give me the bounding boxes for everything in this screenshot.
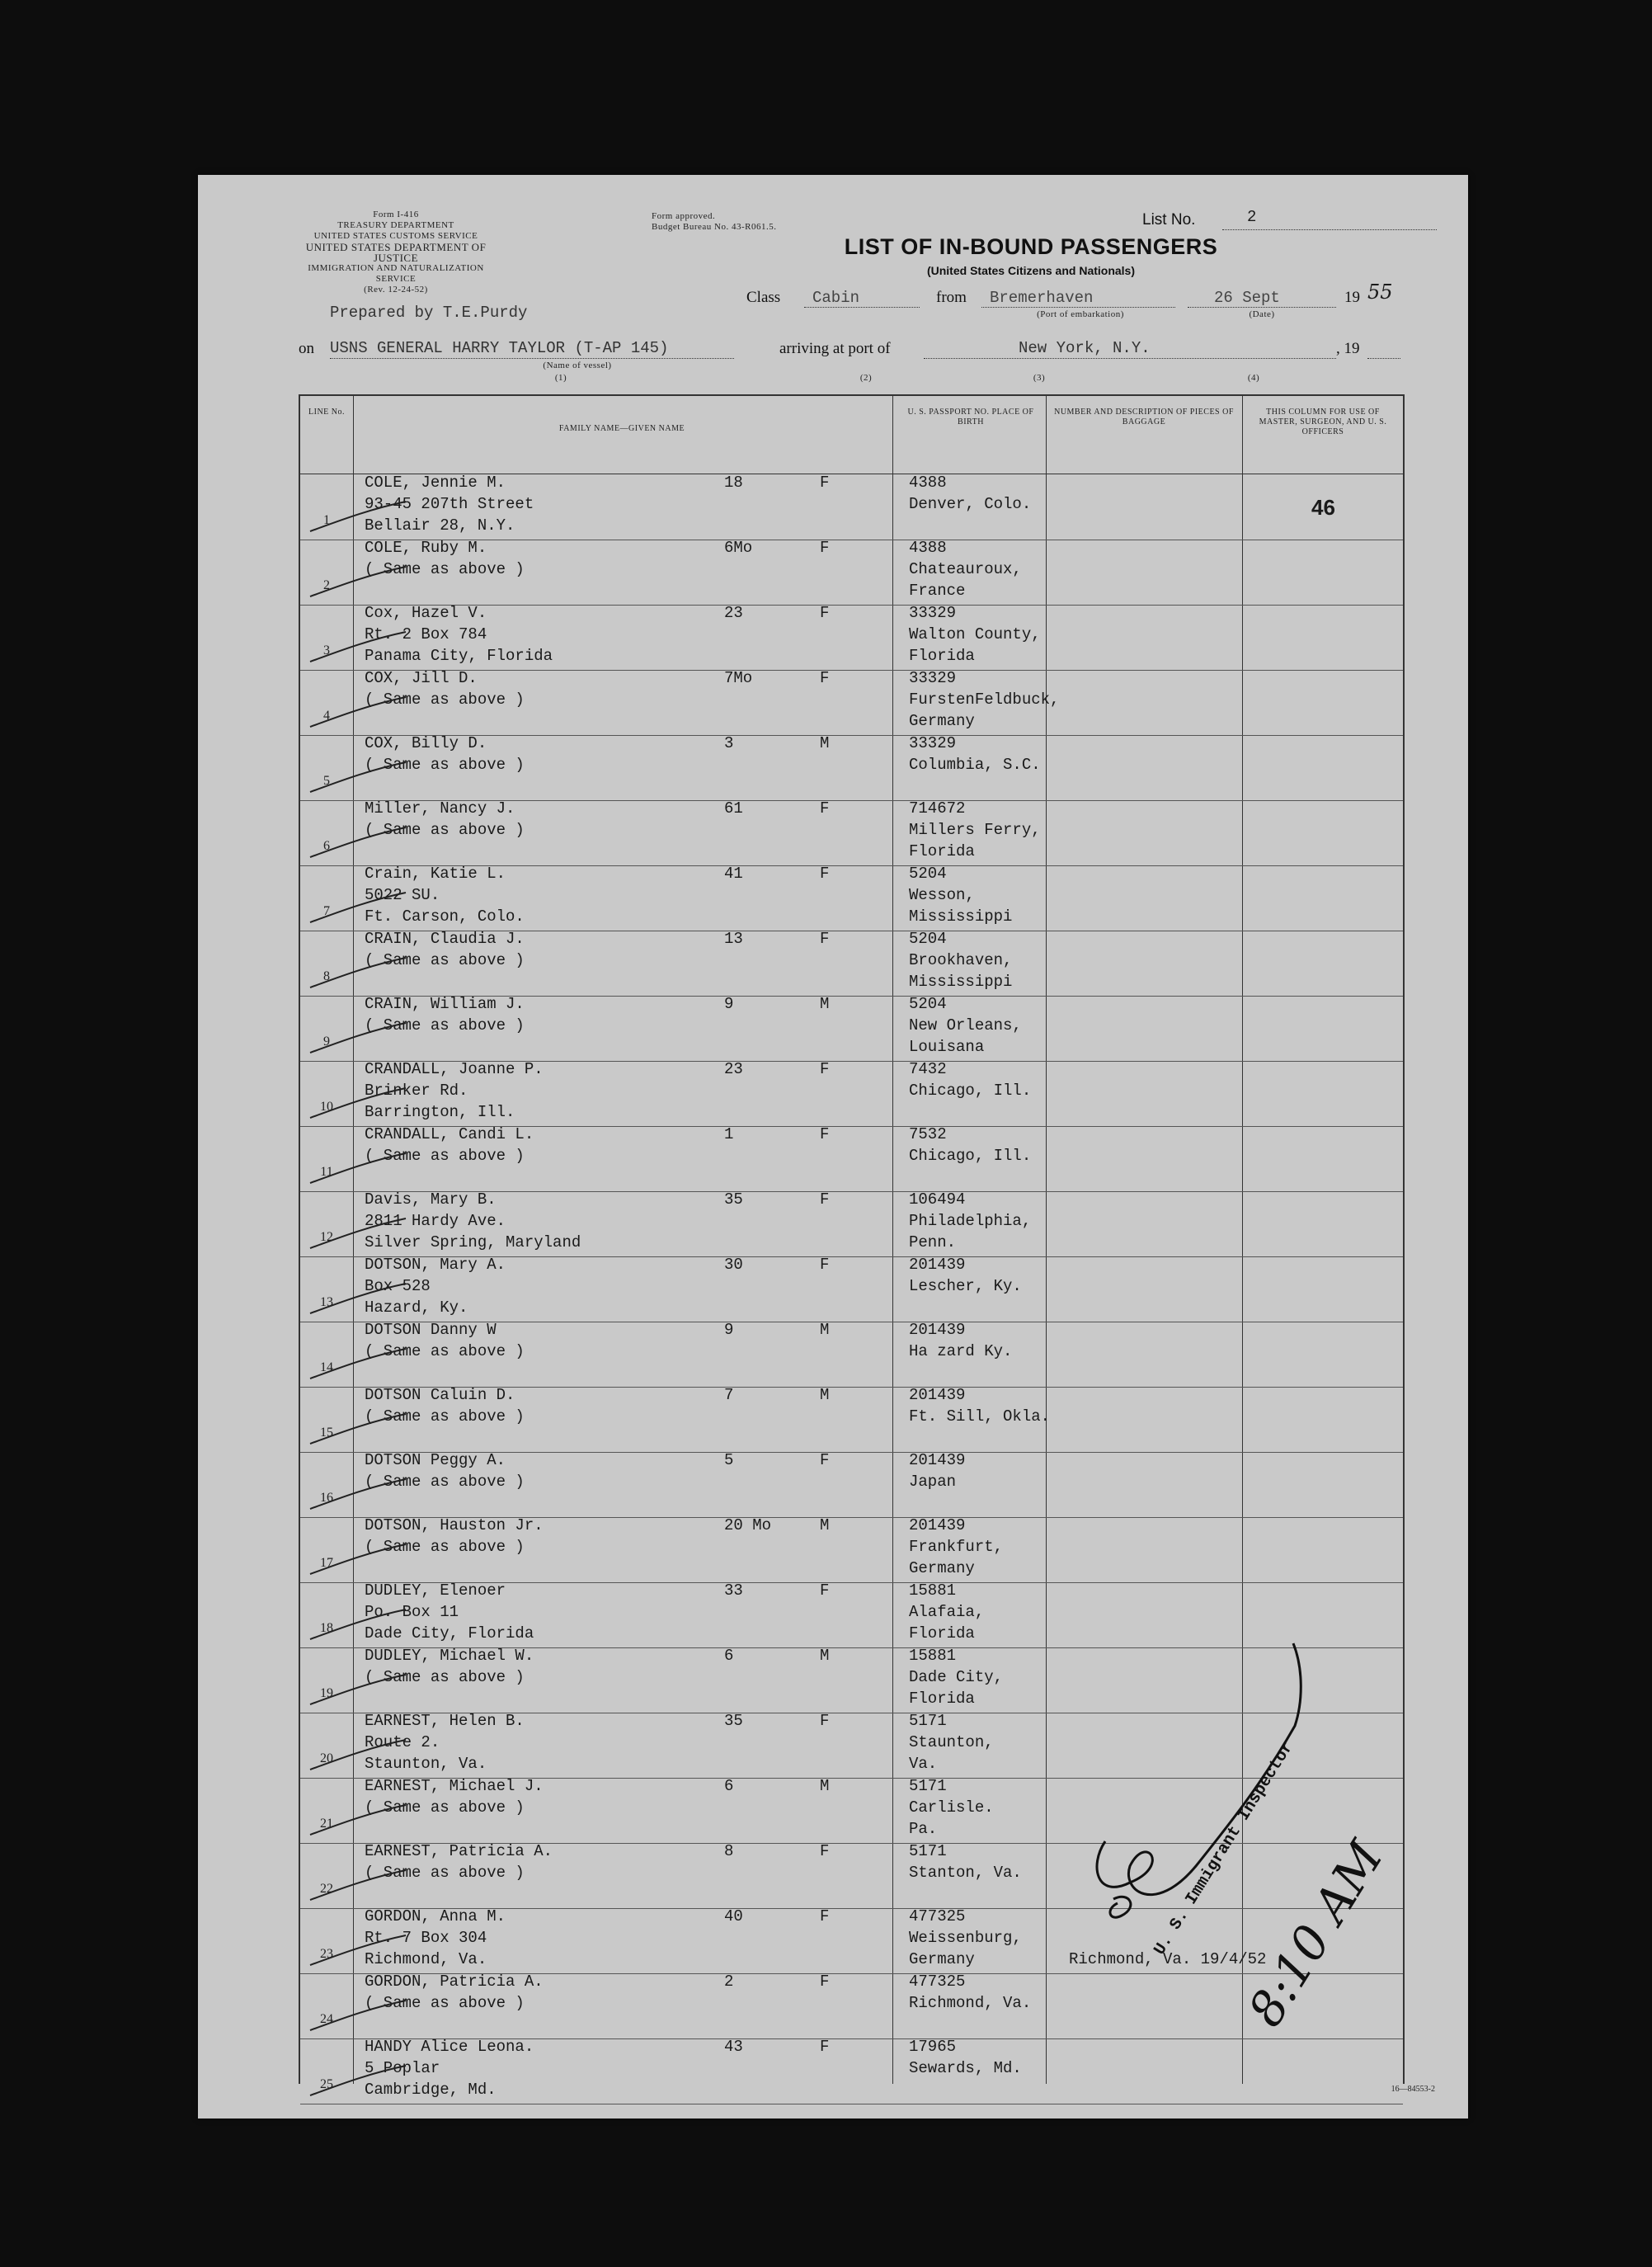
line-number: 12 (320, 1230, 333, 1244)
passenger-age: 1 (724, 1125, 734, 1143)
passport-number: 7432 (909, 1060, 947, 1078)
passenger-age: 7Mo (724, 669, 753, 687)
passenger-age: 3 (724, 734, 734, 752)
treasury-department: TREASURY DEPARTMENT (337, 220, 454, 230)
manifest-page (198, 175, 1468, 2119)
line-number: 21 (320, 1817, 333, 1831)
passenger-name: GORDON, Anna M. (365, 1907, 506, 1925)
place-of-birth: Alafaia, (909, 1603, 985, 1621)
budget-bureau-no: Budget Bureau No. 43-R061.5. (652, 222, 777, 232)
check-mark (308, 956, 407, 989)
passport-number: 5171 (909, 1777, 947, 1795)
check-mark (308, 1934, 407, 1967)
passenger-address: ( Same as above ) (365, 821, 525, 839)
passenger-sex: F (820, 539, 830, 557)
check-mark (308, 500, 407, 533)
passenger-address: ( Same as above ) (365, 1473, 525, 1491)
arriving-label: arriving at port of (779, 340, 891, 357)
table-row (300, 931, 1403, 997)
passenger-age: 13 (724, 930, 743, 948)
footer-code: 16—84553-2 (1391, 2085, 1435, 2094)
passenger-sex: M (820, 734, 830, 752)
passenger-address: Route 2. (365, 1733, 440, 1751)
place-of-birth: FurstenFeldbuck, (909, 690, 1060, 709)
place-of-birth: Staunton, (909, 1733, 994, 1751)
place-of-birth: Mississippi (909, 907, 1013, 926)
on-label: on (299, 340, 314, 357)
passenger-age: 8 (724, 1842, 734, 1860)
passenger-age: 33 (724, 1581, 743, 1600)
place-of-birth: Chateauroux, (909, 560, 1022, 578)
check-mark (308, 1803, 407, 1836)
line-number: 17 (320, 1556, 333, 1570)
passenger-address: Po. Box 11 (365, 1603, 459, 1621)
passenger-age: 20 Mo (724, 1516, 772, 1534)
passenger-address: ( Same as above ) (365, 1864, 525, 1882)
col-number-4: (4) (1247, 373, 1260, 383)
check-mark (308, 630, 407, 663)
line-number: 4 (323, 709, 330, 723)
passenger-sex: F (820, 1060, 830, 1078)
passenger-sex: M (820, 1516, 830, 1534)
year-value: 55 (1367, 280, 1393, 304)
form-department-block (305, 210, 487, 295)
passport-number: 17965 (909, 2038, 957, 2056)
place-of-birth: Chicago, Ill. (909, 1147, 1032, 1165)
passenger-name: CRANDALL, Candi L. (365, 1125, 534, 1143)
passenger-name: COLE, Jennie M. (365, 474, 506, 492)
page-subtitle: (United States Citizens and Nationals) (926, 264, 1136, 277)
line-number: 8 (323, 969, 330, 983)
place-of-birth: Walton County, (909, 625, 1041, 643)
place-of-birth: Florida (909, 842, 975, 860)
passenger-name: DOTSON Danny W (365, 1321, 497, 1339)
line-number: 5 (323, 774, 330, 788)
class-value: Cabin (812, 289, 860, 307)
passenger-sex: F (820, 1712, 830, 1730)
check-mark (308, 1217, 407, 1250)
check-mark (308, 826, 407, 859)
approval-block (652, 211, 817, 233)
passenger-name: EARNEST, Michael J. (365, 1777, 544, 1795)
check-mark (308, 1347, 407, 1380)
place-of-birth: Sewards, Md. (909, 2059, 1022, 2077)
passenger-name: HANDY Alice Leona. (365, 2038, 534, 2056)
passenger-name: Davis, Mary B. (365, 1190, 497, 1209)
place-of-birth: Chicago, Ill. (909, 1082, 1032, 1100)
check-mark (308, 695, 407, 728)
passenger-name: EARNEST, Helen B. (365, 1712, 525, 1730)
col-passport: U. S. PASSPORT NO. PLACE OF BIRTH (907, 408, 1034, 427)
place-of-birth: France (909, 582, 966, 600)
table-row (300, 606, 1403, 671)
place-of-birth: Richmond, Va. (909, 1994, 1032, 2012)
passenger-sex: F (820, 669, 830, 687)
passenger-sex: F (820, 865, 830, 883)
place-of-birth: Millers Ferry, (909, 821, 1041, 839)
vessel-name: USNS GENERAL HARRY TAYLOR (T-AP 145) (330, 339, 669, 357)
passenger-address: Bellair 28, N.Y. (365, 516, 515, 535)
year-prefix: 19 (1344, 289, 1360, 306)
passport-number: 4388 (909, 539, 947, 557)
passenger-age: 40 (724, 1907, 743, 1925)
passenger-sex: M (820, 1386, 830, 1404)
line-number: 6 (323, 839, 330, 853)
row-note: Richmond, Va. 19/4/52 (1069, 1950, 1267, 1968)
passenger-name: COX, Jill D. (365, 669, 478, 687)
line-number: 15 (320, 1426, 333, 1440)
table-row (300, 866, 1403, 931)
passport-number: 5171 (909, 1842, 947, 1860)
check-mark (308, 1999, 407, 2032)
passenger-age: 30 (724, 1256, 743, 1274)
line-number: 14 (320, 1360, 333, 1374)
passenger-sex: F (820, 604, 830, 622)
place-of-birth: Pa. (909, 1820, 938, 1838)
passenger-name: Miller, Nancy J. (365, 799, 515, 818)
passenger-address: Rt. 2 Box 784 (365, 625, 487, 643)
table-row (300, 1322, 1403, 1388)
check-mark (308, 891, 407, 924)
check-mark (308, 1086, 407, 1119)
passenger-address: Staunton, Va. (365, 1755, 487, 1773)
passenger-sex: F (820, 474, 830, 492)
check-mark (308, 1021, 407, 1054)
line-number: 11 (320, 1165, 333, 1179)
passport-number: 4388 (909, 474, 947, 492)
place-of-birth: Ft. Sill, Okla. (909, 1407, 1051, 1426)
passenger-name: COLE, Ruby M. (365, 539, 487, 557)
place-of-birth: Louisana (909, 1038, 985, 1056)
line-number: 13 (320, 1295, 333, 1309)
passenger-sex: F (820, 1907, 830, 1925)
passenger-sex: M (820, 1647, 830, 1665)
passenger-name: CRAIN, William J. (365, 995, 525, 1013)
passenger-name: DOTSON Caluin D. (365, 1386, 515, 1404)
passport-number: 477325 (909, 1972, 966, 1991)
place-of-birth: Mississippi (909, 973, 1013, 991)
passport-number: 477325 (909, 1907, 966, 1925)
handwritten-time: 8:10 AM (1237, 1831, 1395, 2037)
place-of-birth: Florida (909, 1624, 975, 1643)
passenger-name: EARNEST, Patricia A. (365, 1842, 553, 1860)
passenger-address: 5022 SU. (365, 886, 440, 904)
customs-service: UNITED STATES CUSTOMS SERVICE (313, 231, 478, 241)
passenger-sex: F (820, 1972, 830, 1991)
prepared-by: Prepared by T.E.Purdy (330, 304, 528, 322)
passenger-name: DOTSON Peggy A. (365, 1451, 506, 1469)
passenger-age: 18 (724, 474, 743, 492)
passenger-address: Hazard, Ky. (365, 1298, 468, 1317)
place-of-birth: Florida (909, 647, 975, 665)
passenger-name: DOTSON, Mary A. (365, 1256, 506, 1274)
passenger-sex: M (820, 1321, 830, 1339)
passenger-name: CRAIN, Claudia J. (365, 930, 525, 948)
passenger-name: DUDLEY, Michael W. (365, 1647, 534, 1665)
passport-number: 106494 (909, 1190, 966, 1209)
passenger-name: Crain, Katie L. (365, 865, 506, 883)
line-number: 2 (323, 578, 330, 592)
passenger-age: 35 (724, 1190, 743, 1209)
dept-of-justice: UNITED STATES DEPARTMENT OF JUSTICE (305, 241, 487, 264)
passenger-age: 43 (724, 2038, 743, 2056)
table-row (300, 1062, 1403, 1127)
passenger-address: ( Same as above ) (365, 1798, 525, 1817)
line-number: 16 (320, 1491, 333, 1505)
passport-number: 5204 (909, 930, 947, 948)
list-number-label: List No. (1142, 211, 1196, 229)
passenger-sex: F (820, 1125, 830, 1143)
place-of-birth: Penn. (909, 1233, 957, 1251)
from-label: from (936, 289, 967, 306)
table-row (300, 1192, 1403, 1257)
place-of-birth: Germany (909, 1950, 975, 1968)
passenger-address: Dade City, Florida (365, 1624, 534, 1643)
passenger-age: 7 (724, 1386, 734, 1404)
table-row (300, 540, 1403, 606)
place-of-birth: Brookhaven, (909, 951, 1013, 969)
passport-number: 7532 (909, 1125, 947, 1143)
place-of-birth: New Orleans, (909, 1016, 1022, 1035)
place-of-birth: Ha zard Ky. (909, 1342, 1013, 1360)
line-number: 19 (320, 1686, 333, 1700)
line-number: 22 (320, 1882, 333, 1896)
passport-number: 201439 (909, 1516, 966, 1534)
place-of-birth: Japan (909, 1473, 957, 1491)
list-number-value: 2 (1247, 208, 1257, 226)
table-row (300, 1518, 1403, 1583)
line-number: 3 (323, 643, 330, 657)
passenger-sex: F (820, 1581, 830, 1600)
passenger-sex: F (820, 1256, 830, 1274)
place-of-birth: Va. (909, 1755, 938, 1773)
line-number: 9 (323, 1035, 330, 1049)
passenger-address: ( Same as above ) (365, 1994, 525, 2012)
passenger-address: Silver Spring, Maryland (365, 1233, 581, 1251)
port-caption: (Port of embarkation) (1037, 309, 1124, 319)
passenger-address: Box 528 (365, 1277, 431, 1295)
passenger-sex: F (820, 799, 830, 818)
passenger-sex: F (820, 930, 830, 948)
place-of-birth: Columbia, S.C. (909, 756, 1041, 774)
table-row (300, 1257, 1403, 1322)
passenger-sex: F (820, 1842, 830, 1860)
passenger-address: Rt. 7 Box 304 (365, 1929, 487, 1947)
line-number: 18 (320, 1621, 333, 1635)
place-of-birth: Germany (909, 1559, 975, 1577)
passenger-age: 35 (724, 1712, 743, 1730)
line-number: 23 (320, 1947, 333, 1961)
place-of-birth: Carlisle. (909, 1798, 994, 1817)
line-number: 7 (323, 904, 330, 918)
passenger-age: 61 (724, 799, 743, 818)
table-row (300, 1453, 1403, 1518)
passenger-sex: M (820, 1777, 830, 1795)
passenger-address: Ft. Carson, Colo. (365, 907, 525, 926)
passenger-name: Cox, Hazel V. (365, 604, 487, 622)
passenger-name: GORDON, Patricia A. (365, 1972, 544, 1991)
check-mark (308, 1152, 407, 1185)
passenger-name: DUDLEY, Elenoer (365, 1581, 506, 1600)
passenger-age: 9 (724, 995, 734, 1013)
col-number-1: (1) (554, 373, 567, 383)
revision-date: (Rev. 12-24-52) (364, 285, 428, 295)
passport-number: 201439 (909, 1451, 966, 1469)
col-name: FAMILY NAME—GIVEN NAME (558, 424, 685, 433)
check-mark (308, 1282, 407, 1315)
inspector-stamp: U. S. Immigrant Inspector (1151, 1738, 1298, 1959)
passenger-address: 5 Poplar (365, 2059, 440, 2077)
arrival-date: 26 Sept (1214, 289, 1280, 307)
passport-number: 33329 (909, 669, 957, 687)
passenger-address: 2811 Hardy Ave. (365, 1212, 506, 1230)
passenger-address: Richmond, Va. (365, 1950, 487, 1968)
passport-number: 5171 (909, 1712, 947, 1730)
check-mark (308, 1478, 407, 1511)
place-of-birth: Stanton, Va. (909, 1864, 1022, 1882)
passenger-address: ( Same as above ) (365, 1668, 525, 1686)
passport-number: 5204 (909, 865, 947, 883)
passenger-address: Cambridge, Md. (365, 2081, 497, 2099)
passenger-sex: F (820, 2038, 830, 2056)
table-row (300, 1388, 1403, 1453)
year2-prefix: , 19 (1336, 340, 1360, 357)
passport-number: 33329 (909, 604, 957, 622)
passport-number: 5204 (909, 995, 947, 1013)
passenger-sex: M (820, 995, 830, 1013)
place-of-birth: Lescher, Ky. (909, 1277, 1022, 1295)
table-row (300, 475, 1403, 540)
check-mark (308, 1608, 407, 1641)
table-row (300, 997, 1403, 1062)
passenger-name: COX, Billy D. (365, 734, 487, 752)
passenger-address: ( Same as above ) (365, 951, 525, 969)
passenger-age: 6 (724, 1647, 734, 1665)
passenger-age: 23 (724, 1060, 743, 1078)
page-title: LIST OF IN-BOUND PASSENGERS (844, 234, 1218, 259)
passenger-address: Brinker Rd. (365, 1082, 468, 1100)
passport-number: 15881 (909, 1647, 957, 1665)
passenger-address: ( Same as above ) (365, 756, 525, 774)
passenger-age: 5 (724, 1451, 734, 1469)
check-mark (308, 1673, 407, 1706)
table-row (300, 736, 1403, 801)
table-row (300, 671, 1403, 736)
check-mark (308, 761, 407, 794)
passenger-address: Barrington, Ill. (365, 1103, 515, 1121)
passport-number: 15881 (909, 1581, 957, 1600)
col-officers: THIS COLUMN FOR USE OF MASTER, SURGEON, AND U. S. OFFICERS (1259, 408, 1387, 436)
passenger-address: ( Same as above ) (365, 560, 525, 578)
place-of-birth: Germany (909, 712, 975, 730)
place-of-birth: Weissenburg, (909, 1929, 1022, 1947)
passenger-age: 9 (724, 1321, 734, 1339)
passport-number: 33329 (909, 734, 957, 752)
passport-number: 201439 (909, 1386, 966, 1404)
passenger-address: ( Same as above ) (365, 1016, 525, 1035)
col-baggage: NUMBER AND DESCRIPTION OF PIECES OF BAGGAGE (1054, 408, 1234, 427)
place-of-birth: Denver, Colo. (909, 495, 1032, 513)
passenger-age: 41 (724, 865, 743, 883)
table-row (300, 2039, 1403, 2104)
form-approved: Form approved. (652, 211, 716, 221)
passenger-age: 6 (724, 1777, 734, 1795)
passenger-address: ( Same as above ) (365, 1147, 525, 1165)
place-of-birth: Wesson, (909, 886, 975, 904)
line-number: 24 (320, 2012, 333, 2026)
check-mark (308, 565, 407, 598)
line-number: 25 (320, 2077, 333, 2091)
check-mark (308, 2064, 407, 2097)
passenger-name: CRANDALL, Joanne P. (365, 1060, 544, 1078)
date-caption: (Date) (1249, 309, 1275, 319)
passenger-age: 23 (724, 604, 743, 622)
place-of-birth: Frankfurt, (909, 1538, 1004, 1556)
class-label: Class (746, 289, 781, 306)
line-number: 10 (320, 1100, 333, 1114)
ins-service: IMMIGRATION AND NATURALIZATION SERVICE (308, 263, 484, 284)
place-of-birth: Florida (909, 1690, 975, 1708)
check-mark (308, 1738, 407, 1771)
line-number: 20 (320, 1751, 333, 1765)
passport-number: 201439 (909, 1256, 966, 1274)
passenger-address: ( Same as above ) (365, 1407, 525, 1426)
passenger-address: ( Same as above ) (365, 1342, 525, 1360)
col-line-no: LINE No. (308, 408, 345, 417)
line-number: 1 (323, 513, 330, 527)
from-value: Bremerhaven (990, 289, 1094, 307)
check-mark (308, 1412, 407, 1445)
place-of-birth: Philadelphia, (909, 1212, 1032, 1230)
check-mark (308, 1543, 407, 1576)
form-number: Form I-416 (373, 210, 419, 219)
table-row (300, 1127, 1403, 1192)
passenger-age: 2 (724, 1972, 734, 1991)
table-row (300, 801, 1403, 866)
col-number-3: (3) (1033, 373, 1046, 383)
col-number-2: (2) (859, 373, 873, 383)
officer-mark: 46 (1311, 495, 1335, 520)
check-mark (308, 1869, 407, 1902)
place-of-birth: Dade City, (909, 1668, 1004, 1686)
passport-number: 201439 (909, 1321, 966, 1339)
passenger-sex: F (820, 1451, 830, 1469)
passenger-address: ( Same as above ) (365, 690, 525, 709)
passenger-sex: F (820, 1190, 830, 1209)
passport-number: 714672 (909, 799, 966, 818)
passenger-age: 6Mo (724, 539, 753, 557)
arrival-port: New York, N.Y. (1019, 339, 1151, 357)
passenger-address: ( Same as above ) (365, 1538, 525, 1556)
vessel-caption: (Name of vessel) (543, 361, 612, 370)
passenger-address: Panama City, Florida (365, 647, 553, 665)
passenger-name: DOTSON, Hauston Jr. (365, 1516, 544, 1534)
passenger-address: 93-45 207th Street (365, 495, 534, 513)
